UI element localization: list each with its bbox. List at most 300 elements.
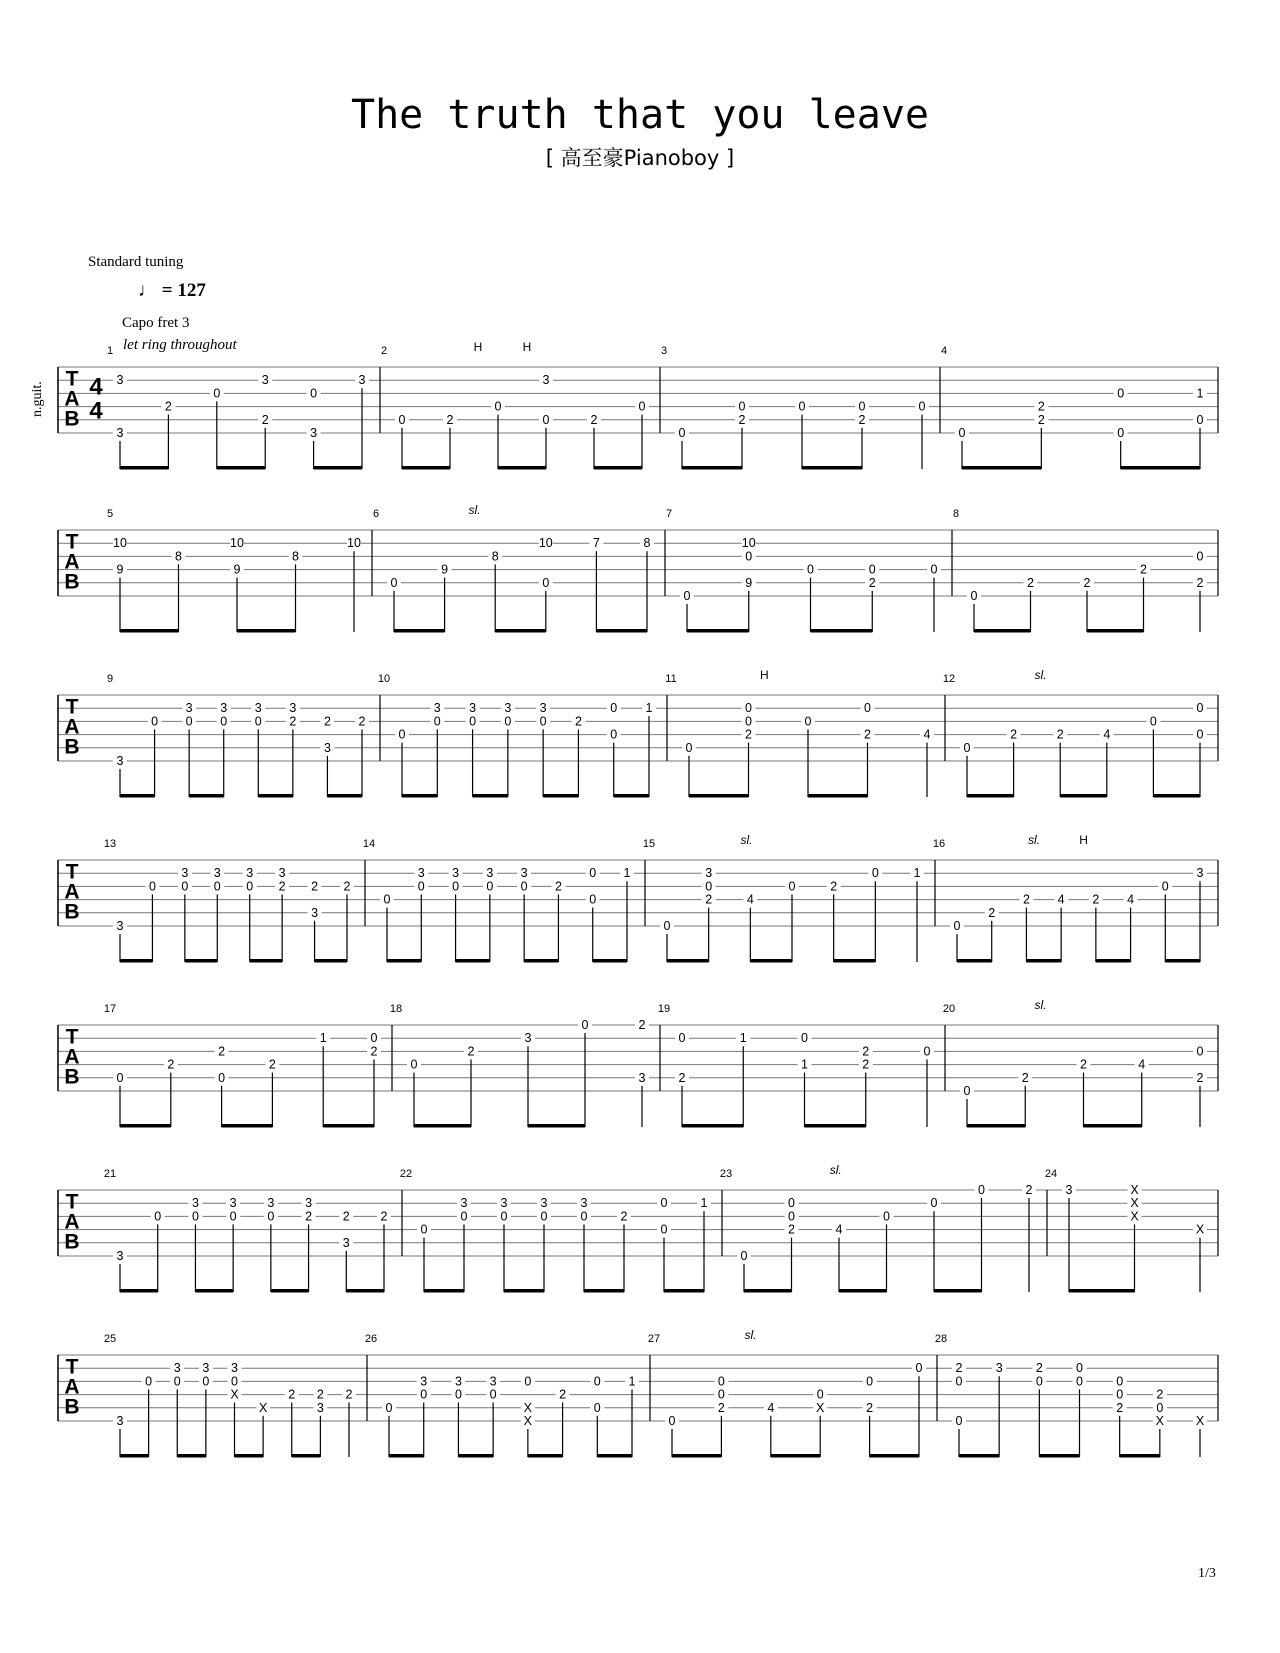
fret-number: 0 <box>589 866 597 881</box>
beam <box>394 629 445 633</box>
fret-number: 0 <box>638 399 646 414</box>
measure-number: 9 <box>106 673 114 685</box>
fret-number: 0 <box>953 919 961 933</box>
tab-clef-letter: A <box>64 715 80 739</box>
fret-number: 2 <box>955 1361 963 1376</box>
fret-number: 0 <box>213 386 221 401</box>
fret-number: 3 <box>540 1196 548 1211</box>
fret-number: 0 <box>1196 727 1204 742</box>
fret-number: 1 <box>623 866 631 881</box>
fret-number: 3 <box>316 1400 324 1415</box>
fret-number: 0 <box>581 1018 589 1032</box>
tab-clef-letter: A <box>64 1375 80 1399</box>
fret-number: 3 <box>231 1361 238 1376</box>
beam <box>682 466 742 470</box>
fret-number: 2 <box>866 1400 874 1415</box>
fret-number: 0 <box>717 1387 725 1402</box>
fret-number: 0 <box>745 714 752 729</box>
fret-number: 3 <box>289 701 297 716</box>
fret-number: 0 <box>955 1414 963 1428</box>
technique-label: sl. <box>1028 833 1041 847</box>
beam <box>1087 629 1144 633</box>
fret-number: 2 <box>446 412 454 427</box>
fret-number: 2 <box>311 879 319 894</box>
fret-number: 0 <box>420 1222 428 1237</box>
fret-number: 2 <box>305 1209 313 1224</box>
fret-number: 0 <box>213 879 221 894</box>
fret-number: 2 <box>164 399 172 414</box>
tab-clef-letter: B <box>64 407 80 431</box>
beam <box>1121 466 1200 470</box>
measure-number: 19 <box>657 1003 671 1015</box>
beam <box>250 959 282 963</box>
fret-number: 0 <box>148 879 156 894</box>
fret-number: X <box>1195 1414 1205 1428</box>
fret-number: 2 <box>1080 1057 1087 1072</box>
fret-number: 0 <box>668 1414 676 1428</box>
fret-number: 0 <box>540 1209 548 1224</box>
fret-number: 2 <box>370 1044 378 1059</box>
beam <box>1060 794 1107 798</box>
fret-number: 2 <box>1116 1400 1124 1415</box>
fret-number: 0 <box>930 1196 938 1211</box>
tab-clef-letter: B <box>64 1395 80 1419</box>
beam <box>314 466 362 470</box>
fret-number: 0 <box>452 879 460 894</box>
fret-number: 2 <box>342 1209 350 1224</box>
measure-number: 25 <box>103 1333 117 1345</box>
fret-number: 3 <box>181 866 189 881</box>
technique-label: H <box>1079 833 1088 847</box>
beam <box>664 1289 704 1293</box>
fret-number: 0 <box>804 714 812 729</box>
fret-number: 0 <box>181 879 189 894</box>
measure-number: 18 <box>389 1003 403 1015</box>
fret-number: 0 <box>978 1183 985 1197</box>
fret-number: 2 <box>380 1209 388 1224</box>
tab-clef-letter: T <box>65 860 79 884</box>
fret-number: 3 <box>995 1361 1003 1376</box>
beam <box>120 1289 158 1293</box>
beam <box>120 794 155 798</box>
measure-number: 13 <box>103 838 117 850</box>
fret-number: 3 <box>358 373 366 388</box>
beam <box>323 1124 374 1128</box>
fret-number: 2 <box>862 1044 870 1059</box>
tab-clef-letter: B <box>64 1065 80 1089</box>
fret-number: 0 <box>420 1387 428 1402</box>
beam <box>271 1289 309 1293</box>
fret-number: X <box>258 1400 268 1415</box>
fret-number: 2 <box>218 1044 226 1059</box>
fret-number: 0 <box>923 1044 931 1059</box>
fret-number: 4 <box>1138 1057 1146 1072</box>
fret-number: 7 <box>592 536 600 551</box>
measure-number: 12 <box>942 673 956 685</box>
beam <box>834 959 876 963</box>
technique-label: sl. <box>740 833 753 847</box>
beam <box>120 1454 149 1458</box>
tab-clef-letter: B <box>64 900 80 924</box>
fret-number: 8 <box>292 549 299 564</box>
beam <box>424 1289 464 1293</box>
song-artist: [ 高至豪Pianoboy ] <box>545 146 735 170</box>
fret-number: 2 <box>268 1057 276 1072</box>
fret-number: 1 <box>1196 386 1204 401</box>
fret-number: 2 <box>1083 575 1091 590</box>
fret-number: X <box>1155 1414 1165 1428</box>
beam <box>473 794 508 798</box>
measure-number: 20 <box>942 1003 956 1015</box>
beam <box>222 1124 273 1128</box>
fret-number: 2 <box>1092 892 1100 907</box>
fret-number: 3 <box>116 919 124 933</box>
tab-clef-letter: A <box>64 880 80 904</box>
measure-number: 1 <box>106 345 114 357</box>
beam <box>414 1124 471 1128</box>
fret-number: X <box>1130 1183 1139 1197</box>
measure-number: 2 <box>380 345 388 357</box>
fret-number: 1 <box>801 1057 808 1072</box>
fret-number: 0 <box>858 399 866 414</box>
fret-number: 2 <box>745 727 752 742</box>
beam <box>327 794 362 798</box>
fret-number: 0 <box>918 399 926 414</box>
fret-number: 2 <box>554 879 562 894</box>
fret-number: 2 <box>574 714 582 729</box>
fret-number: 0 <box>489 1387 497 1402</box>
beam <box>402 466 450 470</box>
fret-number: 0 <box>229 1209 237 1224</box>
beam <box>1153 794 1200 798</box>
tab-clef-letter: T <box>65 1190 79 1214</box>
fret-number: 0 <box>678 426 686 440</box>
fret-number: 3 <box>213 866 221 881</box>
fret-number: 2 <box>167 1057 175 1072</box>
fret-number: 0 <box>915 1361 923 1376</box>
fret-number: X <box>816 1400 825 1415</box>
fret-number: 4 <box>923 727 931 742</box>
fret-number: 2 <box>638 1018 646 1032</box>
fret-number: 0 <box>963 740 971 755</box>
fret-number: 3 <box>500 1196 508 1211</box>
fret-number: X <box>1130 1209 1139 1224</box>
fret-number: 0 <box>958 426 966 440</box>
fret-number: 0 <box>593 1400 601 1415</box>
fret-number: 0 <box>740 1249 748 1263</box>
tab-clef-letter: B <box>64 570 80 594</box>
fret-number: 0 <box>798 399 806 414</box>
fret-number: 0 <box>154 1209 162 1224</box>
beam <box>957 959 992 963</box>
fret-number: 0 <box>788 1209 795 1224</box>
measure-number: 7 <box>665 508 673 520</box>
measure-number: 10 <box>377 673 391 685</box>
beam <box>1039 1454 1079 1458</box>
fret-number: 0 <box>1196 1044 1204 1059</box>
fret-number: 2 <box>559 1387 567 1402</box>
time-signature-denominator: 4 <box>89 397 103 425</box>
fret-number: 3 <box>580 1196 588 1211</box>
fret-number: 2 <box>288 1387 296 1402</box>
fret-number: 3 <box>486 866 494 881</box>
fret-number: 0 <box>593 1374 601 1389</box>
song-title: The truth that you leave <box>351 92 929 138</box>
technique-label: H <box>522 340 532 354</box>
fret-number: 3 <box>1065 1183 1073 1197</box>
beam <box>934 1289 982 1293</box>
fret-number: 0 <box>173 1374 181 1389</box>
fret-number: 0 <box>589 892 597 907</box>
fret-number: 0 <box>191 1209 199 1224</box>
beam <box>744 1289 792 1293</box>
technique-label: sl. <box>1034 668 1047 682</box>
fret-number: 0 <box>807 562 814 577</box>
technique-label: sl. <box>744 1328 757 1342</box>
beam <box>614 794 649 798</box>
fret-number: 3 <box>420 1374 428 1389</box>
fret-number: 3 <box>246 866 254 881</box>
beam <box>237 629 296 633</box>
beam <box>594 466 642 470</box>
fret-number: 2 <box>358 714 366 729</box>
beam <box>839 1289 887 1293</box>
fret-number: 1 <box>319 1031 327 1046</box>
measure-number: 23 <box>719 1168 733 1180</box>
fret-number: 0 <box>310 386 318 401</box>
fret-number: 3 <box>489 1374 497 1389</box>
beam <box>1069 1289 1135 1293</box>
fret-number: 3 <box>202 1361 210 1376</box>
beam <box>802 466 862 470</box>
beam <box>750 959 792 963</box>
fret-number: 0 <box>1196 549 1204 564</box>
fret-number: 10 <box>113 536 127 551</box>
fret-number: 4 <box>1103 727 1111 742</box>
fret-number: 2 <box>278 879 286 894</box>
fret-number: 0 <box>685 740 693 755</box>
fret-number: 0 <box>660 1222 668 1237</box>
fret-number: 3 <box>469 701 477 716</box>
fret-number: 0 <box>660 1196 668 1211</box>
fret-number: 9 <box>116 562 124 577</box>
fret-number: 4 <box>835 1222 843 1237</box>
fret-number: 2 <box>1027 575 1034 590</box>
measure-number: 15 <box>642 838 656 850</box>
tab-clef-letter: T <box>65 1025 79 1049</box>
fret-number: 2 <box>868 575 876 590</box>
fret-number: 3 <box>173 1361 181 1376</box>
technique-label: H <box>759 668 769 682</box>
beam <box>315 959 347 963</box>
fret-number: 2 <box>717 1400 725 1415</box>
measure-number: 21 <box>103 1168 117 1180</box>
fret-number: 2 <box>1037 412 1045 427</box>
beam <box>811 629 873 633</box>
fret-number: 2 <box>345 1387 353 1402</box>
beam <box>258 794 293 798</box>
fret-number: 0 <box>610 701 618 716</box>
fret-number: 10 <box>347 536 361 551</box>
fret-number: 0 <box>801 1031 808 1046</box>
fret-number: 2 <box>1196 575 1204 590</box>
fret-number: 2 <box>830 879 838 894</box>
beam <box>195 1289 233 1293</box>
fret-number: 0 <box>1117 386 1125 401</box>
fret-number: 1 <box>913 866 921 881</box>
fret-number: 0 <box>267 1209 275 1224</box>
fret-number: 0 <box>930 562 938 577</box>
beam <box>235 1454 264 1458</box>
fret-number: 2 <box>261 412 269 427</box>
beam <box>387 959 421 963</box>
fret-number: 0 <box>218 1070 226 1085</box>
beam <box>402 794 437 798</box>
fret-number: 0 <box>866 1374 874 1389</box>
fret-number: 3 <box>539 701 547 716</box>
beam <box>808 794 868 798</box>
beam <box>682 1124 743 1128</box>
fret-number: 3 <box>116 373 124 388</box>
fret-number: 2 <box>862 1057 870 1072</box>
technique-label: sl. <box>468 503 481 517</box>
fret-number: 3 <box>460 1196 468 1211</box>
technique-label: H <box>473 340 483 354</box>
measure-number: 6 <box>372 508 380 520</box>
beam <box>593 959 627 963</box>
fret-number: 0 <box>717 1374 725 1389</box>
fret-number: 3 <box>542 373 550 388</box>
fret-number: 2 <box>620 1209 628 1224</box>
beam <box>456 959 490 963</box>
fret-number: 0 <box>524 1374 532 1389</box>
measure-number: 11 <box>665 673 677 685</box>
beam <box>959 1454 999 1458</box>
fret-number: 9 <box>233 562 241 577</box>
fret-number: 0 <box>370 1031 378 1046</box>
fret-number: 2 <box>1021 1070 1029 1085</box>
fret-number: 3 <box>116 426 124 440</box>
measure-number: 17 <box>103 1003 117 1015</box>
fret-number: 2 <box>788 1222 795 1237</box>
beam <box>177 1454 206 1458</box>
tempo-marking: ♩ = 127 <box>138 280 206 301</box>
beam <box>967 1124 1025 1128</box>
fret-number: 2 <box>289 714 297 729</box>
fret-number: 2 <box>1056 727 1064 742</box>
tab-clef-letter: B <box>64 1230 80 1254</box>
fret-number: 3 <box>254 701 262 716</box>
fret-number: 0 <box>460 1209 468 1224</box>
beam <box>596 629 647 633</box>
fret-number: 3 <box>454 1374 462 1389</box>
fret-number: 0 <box>610 727 618 742</box>
fret-number: 0 <box>542 412 550 427</box>
fret-number: 0 <box>1196 701 1204 716</box>
fret-number: 0 <box>1161 879 1169 894</box>
beam <box>498 466 546 470</box>
beam <box>1084 1124 1142 1128</box>
fret-number: 0 <box>1035 1374 1043 1389</box>
fret-number: 3 <box>267 1196 275 1211</box>
fret-number: 0 <box>504 714 512 729</box>
measure-number: 16 <box>932 838 946 850</box>
fret-number: 3 <box>185 701 193 716</box>
measure-number: 24 <box>1044 1168 1058 1180</box>
fret-number: 0 <box>868 562 876 577</box>
beam <box>1120 1454 1160 1458</box>
fret-number: 2 <box>316 1387 324 1402</box>
fret-number: 0 <box>663 919 671 933</box>
fret-number: 0 <box>254 714 262 729</box>
fret-number: 3 <box>305 1196 313 1211</box>
fret-number: 8 <box>643 536 651 551</box>
beam <box>458 1454 493 1458</box>
fret-number: 0 <box>151 714 159 729</box>
beam <box>389 1454 424 1458</box>
tab-clef-letter: T <box>65 695 79 719</box>
fret-number: 2 <box>1025 1183 1033 1197</box>
measure-number: 26 <box>364 1333 378 1345</box>
fret-number: 4 <box>767 1400 775 1415</box>
fret-number: 0 <box>1156 1400 1164 1415</box>
fret-number: 3 <box>452 866 460 881</box>
fret-number: 9 <box>441 562 449 577</box>
fret-number: 3 <box>310 426 318 440</box>
fret-number: 3 <box>116 754 124 768</box>
fret-number: 0 <box>231 1374 238 1389</box>
fret-number: 2 <box>1140 562 1147 577</box>
instrument-label: n.guit. <box>30 381 45 417</box>
fret-number: 2 <box>1037 399 1045 414</box>
beam <box>495 629 546 633</box>
fret-number: 3 <box>261 373 269 388</box>
let-ring-instruction: let ring throughout <box>123 337 237 353</box>
fret-number: 0 <box>469 714 477 729</box>
fret-number: 0 <box>1116 1387 1124 1402</box>
beam <box>962 466 1041 470</box>
fret-number: 0 <box>145 1374 153 1389</box>
fret-number: 0 <box>1076 1361 1083 1376</box>
measure-number: 4 <box>940 345 948 357</box>
fret-number: 0 <box>816 1387 824 1402</box>
measure-number: 14 <box>362 838 376 850</box>
fret-number: 2 <box>1156 1387 1164 1402</box>
beam <box>524 959 558 963</box>
beam <box>528 1454 563 1458</box>
fret-number: 0 <box>486 879 494 894</box>
fret-number: 9 <box>745 575 753 590</box>
fret-number: 4 <box>1127 892 1135 907</box>
fret-number: 2 <box>738 412 746 427</box>
fret-number: 8 <box>175 549 182 564</box>
technique-label: sl. <box>1034 998 1047 1012</box>
fret-number: 2 <box>1022 892 1030 907</box>
fret-number: 0 <box>705 879 713 894</box>
fret-number: 8 <box>491 549 499 564</box>
fret-number: 1 <box>628 1374 636 1389</box>
fret-number: 0 <box>398 412 406 427</box>
beam <box>689 794 749 798</box>
fret-number: 0 <box>1116 1374 1124 1389</box>
fret-number: 3 <box>417 866 425 881</box>
fret-number: 0 <box>398 727 406 742</box>
beam <box>1026 959 1061 963</box>
fret-number: 1 <box>700 1196 708 1211</box>
beam <box>185 959 217 963</box>
fret-number: 2 <box>1035 1361 1043 1376</box>
fret-number: 0 <box>116 1070 124 1085</box>
